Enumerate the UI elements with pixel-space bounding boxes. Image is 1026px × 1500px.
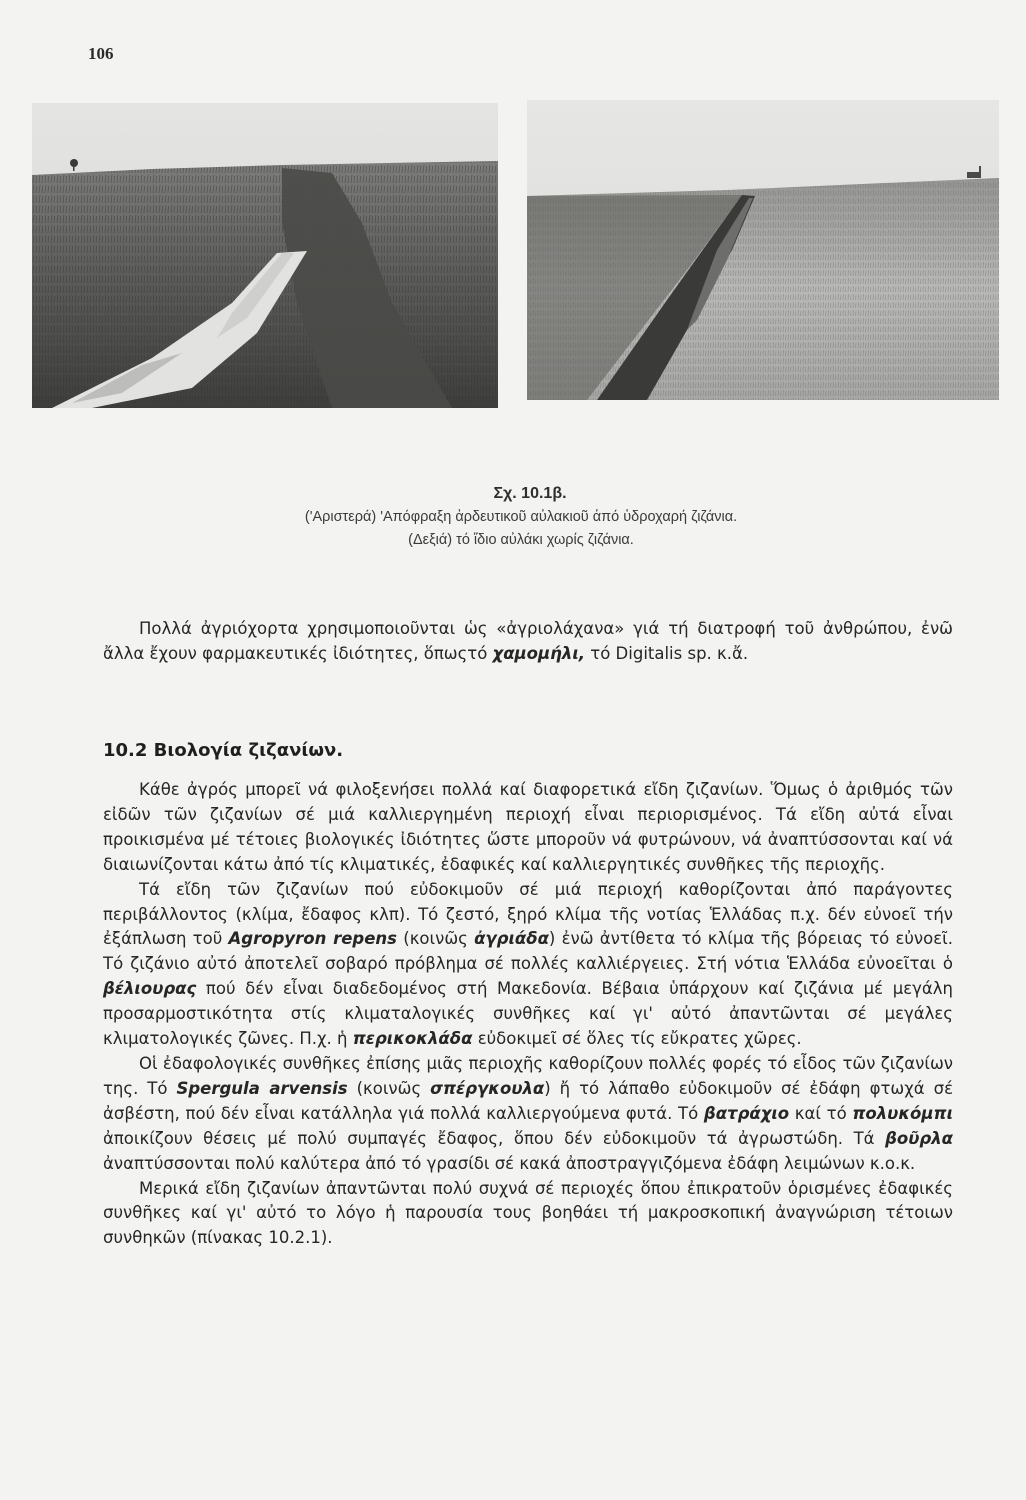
p2-text: Τά εἴδη τῶν ζιζανίων πού εὐδοκιμοῦν σέ μιά περιοχή καθορίζονται ἀπό παράγοντες περιβάλλοντος (κλίμα, ἔδαφος κλπ). Τό ζεστό, ξηρό κλίμα τῆς νοτίας Ἑλλάδας π.χ. δέν εὐνοεῖ τήν ἐξάπλωση τοῦ (103, 879, 953, 949)
figure-caption-right: (Δεξιά) τό ἴδιο αὐλάκι χωρίς ζιζάνια. (408, 532, 634, 548)
paragraph-2 (103, 878, 953, 1052)
p2-text: εὐδοκιμεῖ σέ ὅλες τίς εὔκρατες χῶρες. (472, 1029, 802, 1049)
p2-text: (κοινῶς (397, 929, 475, 949)
p2-text: ) ἐνῶ ἀντίθετα τό κλίμα τῆς βόρειας τό εὐνοεῖ. Τό ζιζάνιο αὐτό ἀποτελεῖ σοβαρό πρόβλημα σέ πολλές καλλιέργειες. Στή νότια Ἑλλάδα εὐνοεῖται ὁ (103, 929, 953, 974)
term-spergkoula: σπέργκουλα (430, 1078, 545, 1098)
section-body (103, 778, 953, 1251)
term-veliouras: βέλιουρας (103, 979, 197, 999)
figure-caption-left: ('Αριστερά) 'Απόφραξη ἀρδευτικοῦ αὐλακιοῦ ἀπό ὑδροχαρή ζιζάνια. (304, 509, 738, 525)
term-polykompi: πολυκόμπι (852, 1103, 953, 1123)
paragraph-1: Κάθε ἀγρός μπορεῖ νά φιλοξενήσει πολλά καί διαφορετικά εἴδη ζιζανίων. Ὅμως ὁ ἀριθμός τῶν εἰδῶν τῶν ζιζανίων σέ μιά καλλιεργημένη περιοχή εἶναι περιορισμένος. Τά εἴδη αὐτά εἶναι προικισμένα μέ τέτοιες βιολογικές ἰδιότητες ὥστε μποροῦν νά φυτρώνουν, νά ἀναπτύσσονται καί νά διαιωνίζονται κάτω ἀπό τίς κλιματικές, ἐδαφικές καί καλλιεργητικές συνθῆκες τῆς περιοχῆς. (103, 780, 953, 874)
term-agriada: ἀγριάδα (474, 929, 549, 949)
paragraph-4: Μερικά εἴδη ζιζανίων ἀπαντῶνται πολύ συχνά σέ περιοχές ὅπου ἐπικρατοῦν ὁρισμένες ἐδαφικές συνθῆκες καί γι' αὐτό το λόγο ἡ παρουσία τους βοηθάει τή μακροσκοπική ἀναγνώριση τέτοιων συνθηκῶν (πίνακας 10.2.1). (103, 1178, 953, 1248)
term-vatrachio: βατράχιο (703, 1103, 790, 1123)
intro-paragraph (103, 617, 953, 667)
p3-text: καί τό (789, 1103, 853, 1123)
p2-text: πού δέν εἶναι διαδεδομένος στή Μακεδονία. Βέβαια ὑπάρχουν καί ζιζάνια μέ μεγάλη προσαρμοστικότητα στίς κλιματαλογικές συνθῆκες καί γι' αὐτό ἀπαντῶνται σέ μεγάλες κλιματολογικές ζῶνες. Π.χ. ἡ (103, 979, 953, 1049)
p3-text: ἀναπτύσσονται πολύ καλύτερα ἀπό τό γρασίδι σέ κακά ἀποστραγγιζόμενα ἐδάφη λειμώνων κ.ο.κ. (103, 1153, 916, 1173)
section-heading: 10.2 Βιολογία ζιζανίων. (103, 740, 344, 761)
p3-text: Οἱ ἐδαφολογικές συνθῆκες ἐπίσης μιᾶς περιοχῆς καθορίζουν πολλές φορές τό εἶδος τῶν ζιζανίων της. Τό (103, 1053, 953, 1098)
term-spergula: Spergula arvensis (176, 1078, 348, 1098)
term-chamomile: χαμομήλι, (492, 643, 586, 663)
page-number: 106 (88, 44, 114, 63)
intro-text-end: τό Digitalis sp. κ.ἄ. (585, 643, 749, 663)
figure-label: Σχ. 10.1β. (493, 485, 567, 502)
term-vourla: βοῦρλα (885, 1128, 953, 1148)
p3-text: ἀποικίζουν θέσεις μέ πολύ συμπαγές ἔδαφος, ὅπου δέν εὐδοκιμοῦν τά ἀγρωστώδη. Τά (103, 1128, 886, 1148)
photo-ditch-clean (527, 100, 999, 400)
p3-text: ) ἤ τό λάπαθο εὐδοκιμοῦν σέ ἐδάφη φτωχά σέ ἀσβέστη, πού δέν εἶναι κατάλληλα γιά πολλά καλλιεργούμενα φυτά. Τό (103, 1078, 954, 1123)
term-perikoklada: περικοκλάδα (352, 1029, 473, 1049)
term-agropyron: Agropyron repens (228, 929, 398, 949)
photo-ditch-with-weeds (32, 103, 498, 408)
paragraph-3 (103, 1052, 953, 1177)
p3-text: (κοινῶς (347, 1078, 431, 1098)
intro-text: Πολλά ἀγριόχορτα χρησιμοποιοῦνται ὡς «ἀγριολάχανα» γιά τή διατροφή τοῦ ἀνθρώπου, ἐνῶ ἄλλα ἔχουν φαρμακευτικές ἰδιότητες, ὅπωςτό (103, 619, 953, 663)
